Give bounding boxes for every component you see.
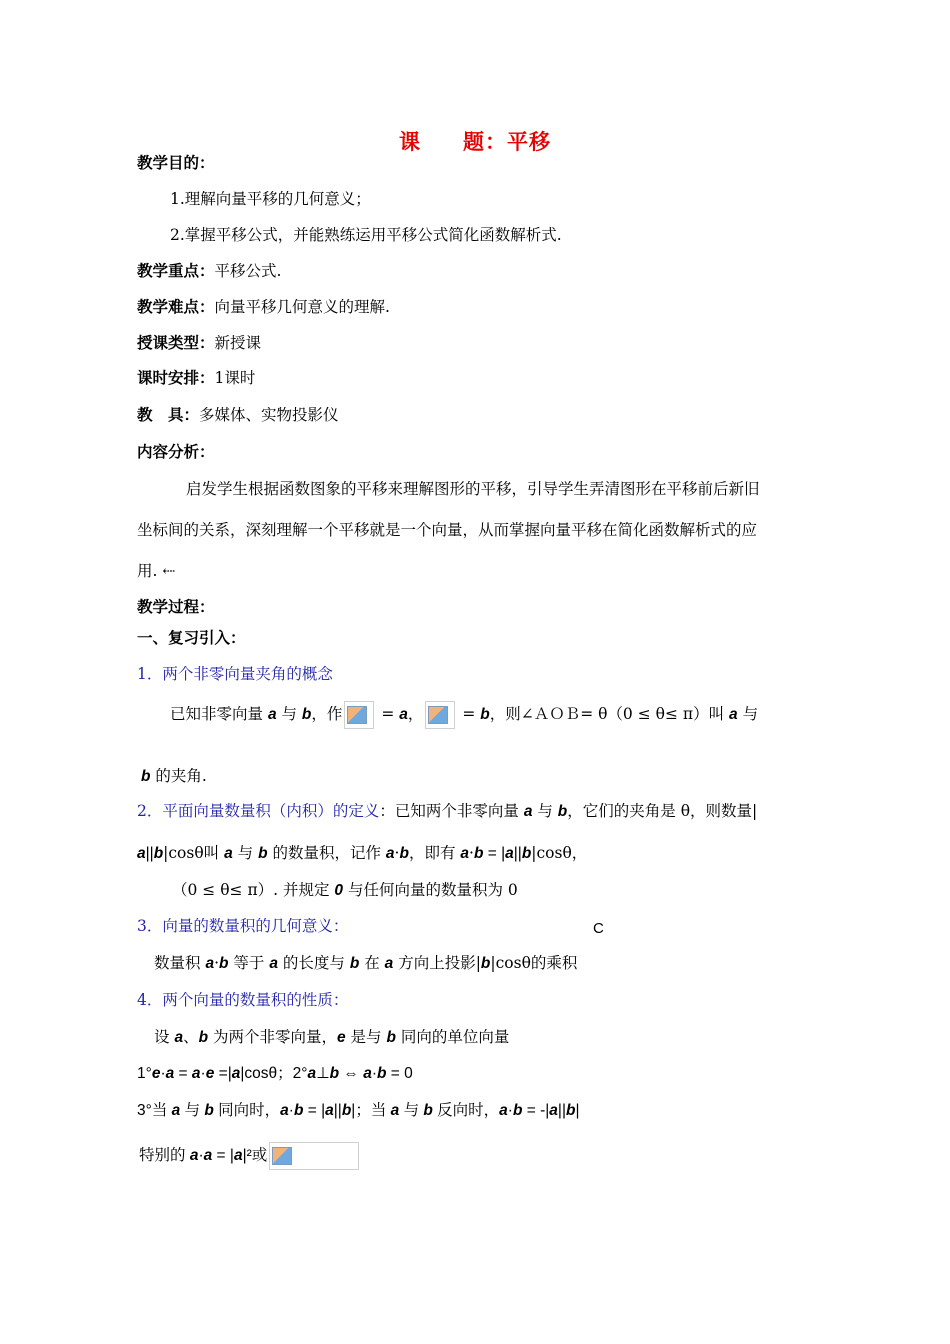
label-c: C (593, 920, 604, 937)
image-placeholder-icon (425, 701, 455, 729)
section-1-text: 已知非零向量 a 与 b，作 = a， = b，则∠ＡＯＢ= θ（0 ≤ θ≤ π）叫 a 与 (170, 701, 758, 729)
image-placeholder-icon (344, 701, 374, 729)
section-3-heading: 3．向量的数量积的几何意义： (137, 917, 349, 935)
objectives-label: 教学目的： (137, 154, 215, 172)
review-label: 一、复习引入： (137, 629, 246, 647)
section-2-text: （0 ≤ θ≤ π）. 并规定 0 与任何向量的数量积为 0 (172, 881, 518, 899)
tools: 教 具：多媒体、实物投影仪 (137, 406, 339, 424)
section-3-text: 数量积 a·b 等于 a 的长度与 b 在 a 方向上投影|b|cosθ的乘积 (154, 954, 578, 972)
section-4-text: 设 a、b 为两个非零向量，e 是与 b 同向的单位向量 (154, 1028, 510, 1046)
section-4-text: 1°e·a = a·e =|a|cosθ；2°a⊥b ⇔ a·b = 0 (137, 1065, 413, 1082)
objective-item: 1.理解向量平移的几何意义； (170, 190, 371, 208)
key-point: 教学重点：平移公式. (137, 262, 282, 280)
analysis-paragraph: 用. ⇠ (137, 562, 176, 580)
analysis-paragraph: 启发学生根据函数图象的平移来理解图形的平移，引导学生弄清图形在平移前后新旧 (186, 480, 760, 498)
schedule: 课时安排：1课时 (137, 369, 256, 387)
process-label: 教学过程： (137, 598, 215, 616)
analysis-paragraph: 坐标间的关系，深刻理解一个平移就是一个向量，从而掌握向量平移在简化函数解析式的应 (137, 521, 758, 539)
analysis-label: 内容分析： (137, 443, 215, 461)
section-4-text: 3°当 a 与 b 同向时，a·b = |a||b|；当 a 与 b 反向时，a·b = -|a||b| (137, 1102, 580, 1119)
page-title: 课 题：平移 (399, 129, 551, 154)
lesson-type: 授课类型：新授课 (137, 334, 262, 352)
objective-item: 2.掌握平移公式，并能熟练运用平移公式简化函数解析式. (170, 226, 562, 244)
section-2-text: 2．平面向量数量积（内积）的定义：已知两个非零向量 a 与 b，它们的夹角是 θ，则数量| (137, 802, 758, 820)
section-1-text: b 的夹角. (141, 767, 207, 785)
image-placeholder-icon (269, 1142, 359, 1170)
section-1-heading: 1．两个非零向量夹角的概念 (137, 665, 333, 683)
section-2-text: a||b|cosθ叫 a 与 b 的数量积，记作 a·b，即有 a·b = |a||b|cosθ， (137, 844, 588, 862)
difficulty: 教学难点：向量平移几何意义的理解. (137, 298, 390, 316)
section-4-text: 特别的 a·a = |a|²或 (139, 1142, 361, 1170)
section-4-heading: 4．两个向量的数量积的性质： (137, 991, 349, 1009)
